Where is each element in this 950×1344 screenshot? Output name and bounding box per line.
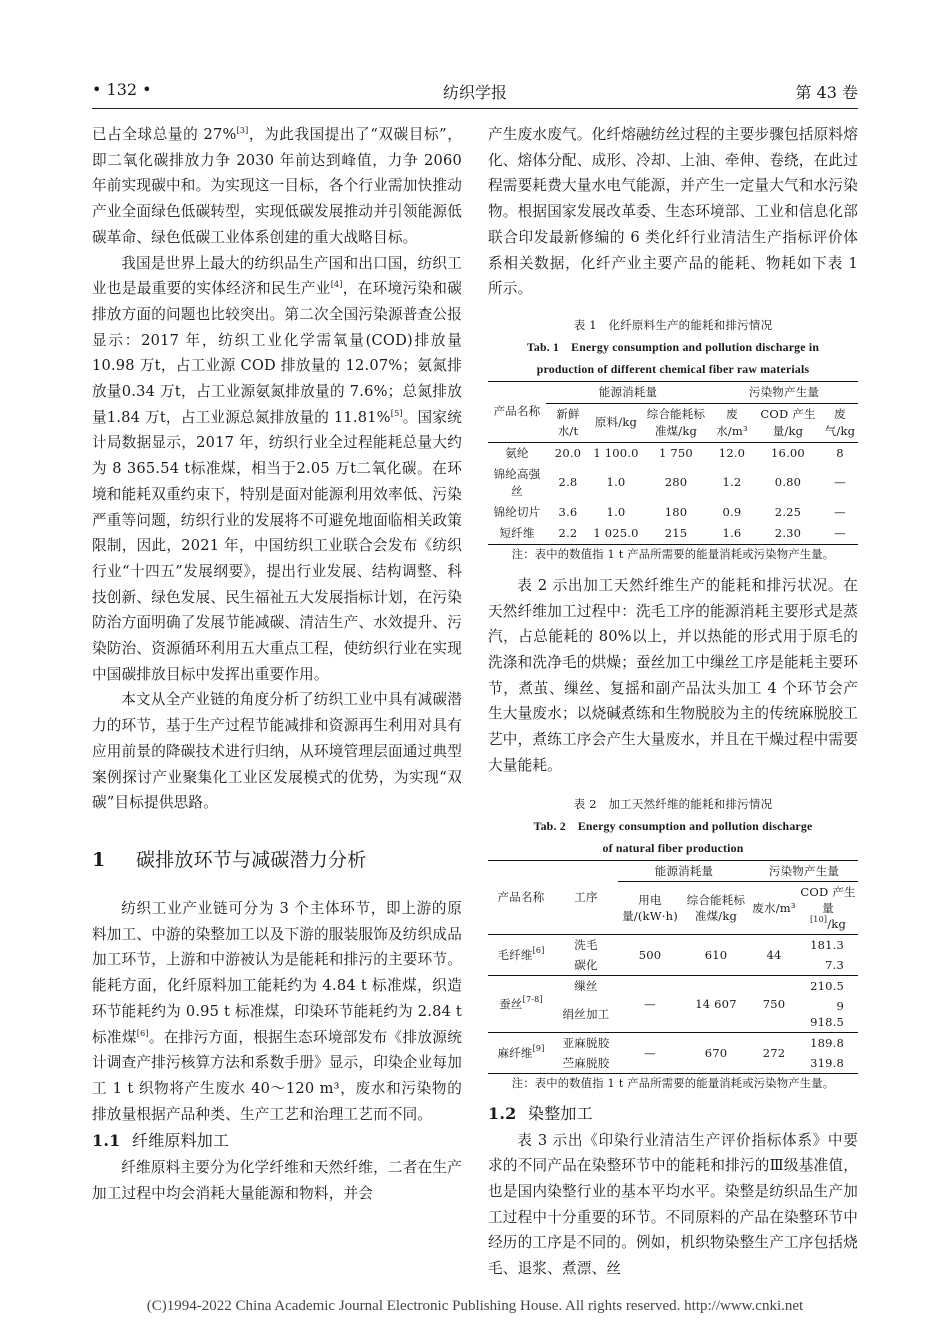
table-header: 能源消耗量 bbox=[546, 381, 710, 403]
right-column bbox=[488, 122, 858, 1282]
paragraph: 已占全球总量的 27%[3]，为此我国提出了“双碳目标”，即二氧化碳排放力争 2030 年前达到峰值，力争 2060 年前实现碳中和。为实现这一目标，各个行业需加快推动产业全面绿色低碳转型，实现低碳发展推动并引领能源低碳革命、绿色低碳工业体系创建的重大战略目标。 bbox=[92, 126, 462, 246]
table-row: 绢丝加工 9 918.5 bbox=[488, 996, 858, 1033]
section-heading: 1 碳排放环节与减碳潜力分析 bbox=[92, 848, 367, 871]
table-header: 能源消耗量 bbox=[618, 860, 750, 881]
table-caption-en: Tab. 1 Energy consumption and pollution discharge in bbox=[526, 339, 820, 354]
journal-name: 纺织学报 bbox=[442, 83, 507, 102]
table-header: 产品名称 bbox=[488, 860, 554, 934]
paragraph: 产生废水废气。化纤熔融纺丝过程的主要步骤包括原料熔化、熔体分配、成形、冷却、上油、牵伸、卷绕，在此过程需要耗费大量水电气能源，并产生一定量大气和水污染物。根据国家发展改革委、生态环境部、工业和信息化部联合印发最新修编的 6 类化纤行业清洁生产指标评价体系相关数据，化纤产业主要产品的能耗、物耗如下表 1 所示。 bbox=[488, 126, 858, 298]
table-header: 原料/kg bbox=[590, 403, 642, 442]
table-caption-cn: 表 1 化纤原料生产的能耗和排污情况 bbox=[573, 317, 773, 332]
paragraph: 我国是世界上最大的纺织品生产国和出口国，纺织工业也是最重要的实体经济和民生产业[4]，在环境污染和碳排放方面的问题也比较突出。第二次全国污染源普查公报显示：2017 年，纺织工业化学需氧量(COD)排放量10.98 万t，占工业源 COD 排放量的 12.07%；氨氮排放量0.34 万t，占工业源氨氮排放量的 7.6%；总氮排放量1.84 万t，占工业源总氮排放量的 11.81%[5]。国家统计局数据显示，2017 年，纺织行业全过程能耗总量大约为 8 365.54 t标准煤，相当于2.05 万t二氧化碳。在环境和能耗双重约束下，特别是面对能源利用效率低、污染严重等问题，纺织行业的发展将不可避免地面临相关政策限制，因此，2021 年，中国纺织工业联合会发布《纺织行业“十四五”发展纲要》，提出行业发展、结构调整、科技创新、绿色发展、民生福祉五大发展指标计划，在污染防治方面明确了发展节能减碳、清洁生产、水效提升、污染防治、资源循环利用五大重点工程，使纺织行业在实现中国碳排放目标中发挥出重要作用。 bbox=[92, 254, 462, 683]
page-header bbox=[92, 78, 858, 109]
table-header: 污染物产生量 bbox=[710, 381, 858, 403]
paragraph: 纺织工业产业链可分为 3 个主体环节，即上游的原料加工、中游的染整加工以及下游的服装服饰及纺织成品加工环节，上游和中游被认为是能耗和排污的主要环节。能耗方面，化纤原料加工能耗约为 4.84 t 标准煤，织造环节能耗约为 0.95 t 标准煤，印染环节能耗约为 2.84 t 标准煤[6]。在排污方面，根据生态环境部发布《排放源统计调查产排污核算方法和系数手册》显示，印染企业每加工 1 t 织物将产生废水 40～120 m³，废水和污染物的排放量根据产品种类、生产工艺和治理工艺而不同。 bbox=[92, 899, 462, 1123]
table-row: 短纤维 2.2 1 025.0 215 1.6 2.30 — bbox=[488, 523, 858, 545]
table-header: 用电量/(kW·h) bbox=[618, 881, 682, 934]
table-header: 废气/kg bbox=[822, 403, 858, 442]
table-caption-cn: 表 2 加工天然纤维的能耗和排污情况 bbox=[573, 796, 773, 811]
table-row: 毛纤维[6] 洗毛 500 610 44 181.3 bbox=[488, 934, 858, 955]
table-header: 工序 bbox=[554, 860, 618, 934]
table-caption-en: Tab. 2 Energy consumption and pollution discharge bbox=[533, 818, 813, 833]
table-row: 锦纶切片 3.6 1.0 180 0.9 2.25 — bbox=[493, 504, 846, 519]
table-header: COD 产生量 [10]/kg bbox=[798, 881, 858, 934]
table-note: 注：表中的数值指 1 t 产品所需要的能量消耗或污染物产生量。 bbox=[511, 1076, 835, 1090]
table-1 bbox=[488, 314, 858, 563]
data-table bbox=[488, 860, 858, 1074]
table-row: 碳化 7.3 bbox=[488, 955, 858, 976]
citation[interactable]: [3] bbox=[236, 126, 249, 135]
paragraph: 纤维原料主要分为化学纤维和天然纤维，二者在生产加工过程中均会消耗大量能源和物料，并会 bbox=[92, 1159, 462, 1203]
table-note: 注：表中的数值指 1 t 产品所需要的能量消耗或污染物产生量。 bbox=[511, 547, 835, 561]
table-row: 麻纤维[9] 亚麻脱胶 — 670 272 189.8 bbox=[488, 1032, 858, 1053]
volume-label: 第 43 卷 bbox=[795, 83, 858, 102]
citation[interactable]: [4] bbox=[330, 280, 343, 290]
table-row: 蚕丝[7-8] 缫丝 — 14 607 750 210.5 bbox=[488, 975, 858, 996]
paragraph: 本文从全产业链的角度分析了纺织工业中具有减碳潜力的环节，基于生产过程节能减排和资源再生利用对具有应用前景的降碳技术进行归纳，从环境管理层面通过典型案例探讨产业聚集化工业区发展模式的优势，为实现“双碳”目标提供思路。 bbox=[92, 691, 462, 812]
page-number: • 132 • bbox=[92, 80, 152, 99]
table-row: 锦纶高强丝 2.8 1.0 280 1.2 0.80 — bbox=[493, 466, 846, 498]
subsection-heading: 1.1 纤维原料加工 bbox=[92, 1131, 230, 1151]
table-header: 产品名称 bbox=[488, 381, 546, 442]
table-caption-en: of natural fiber production bbox=[602, 841, 744, 856]
data-table bbox=[488, 381, 858, 545]
table-row: 氨纶 20.0 1 100.0 1 750 12.0 16.00 8 bbox=[505, 445, 844, 460]
table-2 bbox=[488, 793, 858, 1092]
table-header: 废水/m³ bbox=[710, 403, 754, 442]
table-caption-en: production of different chemical fiber raw materials bbox=[536, 362, 810, 377]
table-header: 新鲜水/t bbox=[546, 403, 590, 442]
subsection-heading: 1.2 染整加工 bbox=[488, 1103, 593, 1123]
table-row: 苎麻脱胶 319.8 bbox=[488, 1053, 858, 1074]
left-column bbox=[92, 122, 462, 1207]
table-header: 污染物产生量 bbox=[750, 860, 858, 881]
paragraph: 表 3 示出《印染行业清洁生产评价指标体系》中要求的不同产品在染整环节中的能耗和排污的Ⅲ级基准值，也是国内染整行业的基本平均水平。染整是纺织品生产加工过程中十分重要的环节。不同原料的产品在染整环节中经历的工序是不同的。例如，机织物染整生产工序包括烧毛、退浆、煮漂、丝 bbox=[488, 1131, 858, 1278]
table-header: 综合能耗标准煤/kg bbox=[682, 881, 750, 934]
table-header: 废水/m³ bbox=[750, 881, 798, 934]
paragraph: 表 2 示出加工天然纤维生产的能耗和排污状况。在天然纤维加工过程中：洗毛工序的能源消耗主要形式是蒸汽，占总能耗的 80%以上，并以热能的形式用于原毛的洗涤和洗净毛的烘燥；蚕丝加工中缫丝工序是能耗主要环节，煮茧、缫丝、复摇和副产品汰头加工 4 个环节会产生大量废水；以烧碱煮练和生物脱胶为主的传统麻脱胶工艺中，煮练工序会产生大量废水，并且在干燥过程中需要大量能耗。 bbox=[488, 576, 858, 774]
citation[interactable]: [5] bbox=[390, 408, 403, 418]
table-header: COD 产生量/kg bbox=[754, 403, 822, 442]
table-header: 综合能耗标准煤/kg bbox=[642, 403, 710, 442]
citation[interactable]: [6] bbox=[136, 1028, 149, 1038]
copyright-footer: (C)1994-2022 China Academic Journal Electronic Publishing House. All rights reserved. http://www.cnki.net bbox=[146, 1298, 804, 1314]
